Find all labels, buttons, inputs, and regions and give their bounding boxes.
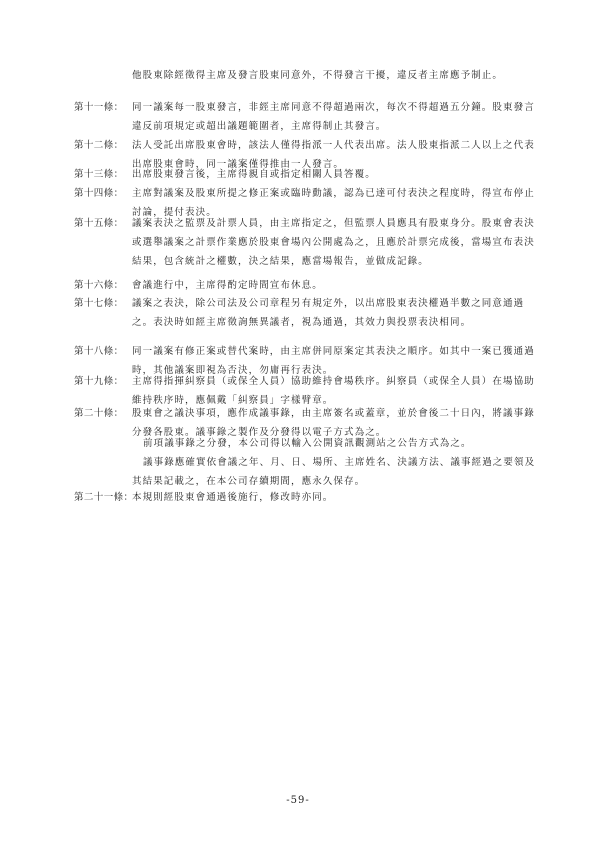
- article-11: [74, 98, 544, 136]
- page-number: -59-: [286, 795, 310, 806]
- article-text: 同一議案每一股東發言，非經主席同意不得超過兩次，每次不得超過五分鐘。股東發言違反前項規定或超出議題範圍者，主席得制止其發言。: [132, 102, 535, 132]
- article-text: 本規則經股東會通過後施行，修改時亦同。: [132, 492, 334, 503]
- article-heading: 第十八條：: [74, 346, 124, 357]
- article-text: 股東會之議決事項，應作成議事錄，由主席簽名或蓋章，並於會後二十日內，將議事錄分發各股東。議事錄之製作及分發得以電子方式為之。: [132, 408, 535, 438]
- article-text: 會議進行中，主席得酌定時間宣布休息。: [132, 280, 323, 291]
- article-16: [74, 276, 544, 295]
- article-15: [74, 214, 544, 271]
- article-21: [74, 488, 544, 507]
- article-text: 主席得指揮糾察員（或保全人員）協助維持會場秩序。糾察員（或保全人員）在場協助維持秩序時，應佩戴「糾察員」字樣臂章。: [132, 376, 535, 406]
- article-text: 主席對議案及股東所提之修正案或臨時動議，認為已達可付表決之程度時，得宣布停止討論，提付表決。: [132, 188, 535, 218]
- article-heading: 第十五條：: [74, 218, 124, 229]
- article-heading: 第十一條：: [74, 102, 124, 113]
- article-heading: 第十九條：: [74, 376, 124, 387]
- article-heading: 第十六條：: [74, 280, 124, 291]
- article-20-paragraph-2: 前項議事錄之分發，本公司得以輸入公開資訊觀測站之公告方式為之。: [143, 438, 472, 449]
- article-text: 議案之表決，除公司法及公司章程另有規定外，以出席股東表決權過半數之同意通過之。表決時如經主席徵詢無異議者，視為通過，其效力與投票表決相同。: [132, 298, 525, 328]
- article-13: [74, 165, 544, 184]
- article-heading: 第二十條：: [74, 408, 124, 419]
- article-text: 同一議案有修正案或替代案時，由主席併同原案定其表決之順序。如其中一案已獲通過時，其他議案即視為否決，勿庸再行表決。: [132, 346, 535, 376]
- article-text: 議案表決之監票及計票人員，由主席指定之，但監票人員應具有股東身分。股東會表決或選舉議案之計票作業應於股東會場內公開處為之，且應於計票完成後，當場宣布表決結果，包含統計之權數，決之結果，應當場報告，並做成記錄。: [132, 218, 535, 267]
- article-17: [74, 294, 544, 332]
- article-heading: 第十三條：: [74, 169, 124, 180]
- article-heading: 第二十一條：: [74, 492, 134, 503]
- article-heading: 第十二條：: [74, 140, 124, 151]
- article-text: 出席股東發言後，主席得親自或指定相關人員答覆。: [132, 169, 376, 180]
- article-heading: 第十七條：: [74, 298, 124, 309]
- continuation-text: 他股東除經徵得主席及發言股東同意外，不得發言干擾，違反者主席應予制止。: [132, 70, 504, 81]
- article-text: 法人受託出席股東會時，該法人僅得指派一人代表出席。法人股東指派二人以上之代表出席股東會時，同一議案僅得推由一人發言。: [132, 140, 535, 170]
- article-20-paragraph-3: 議事錄應確實依會議之年、月、日、場所、主席姓名、決議方法、議事經過之要領及其結果記載之，在本公司存續期間，應永久保存。: [132, 457, 536, 487]
- article-heading: 第十四條：: [74, 188, 124, 199]
